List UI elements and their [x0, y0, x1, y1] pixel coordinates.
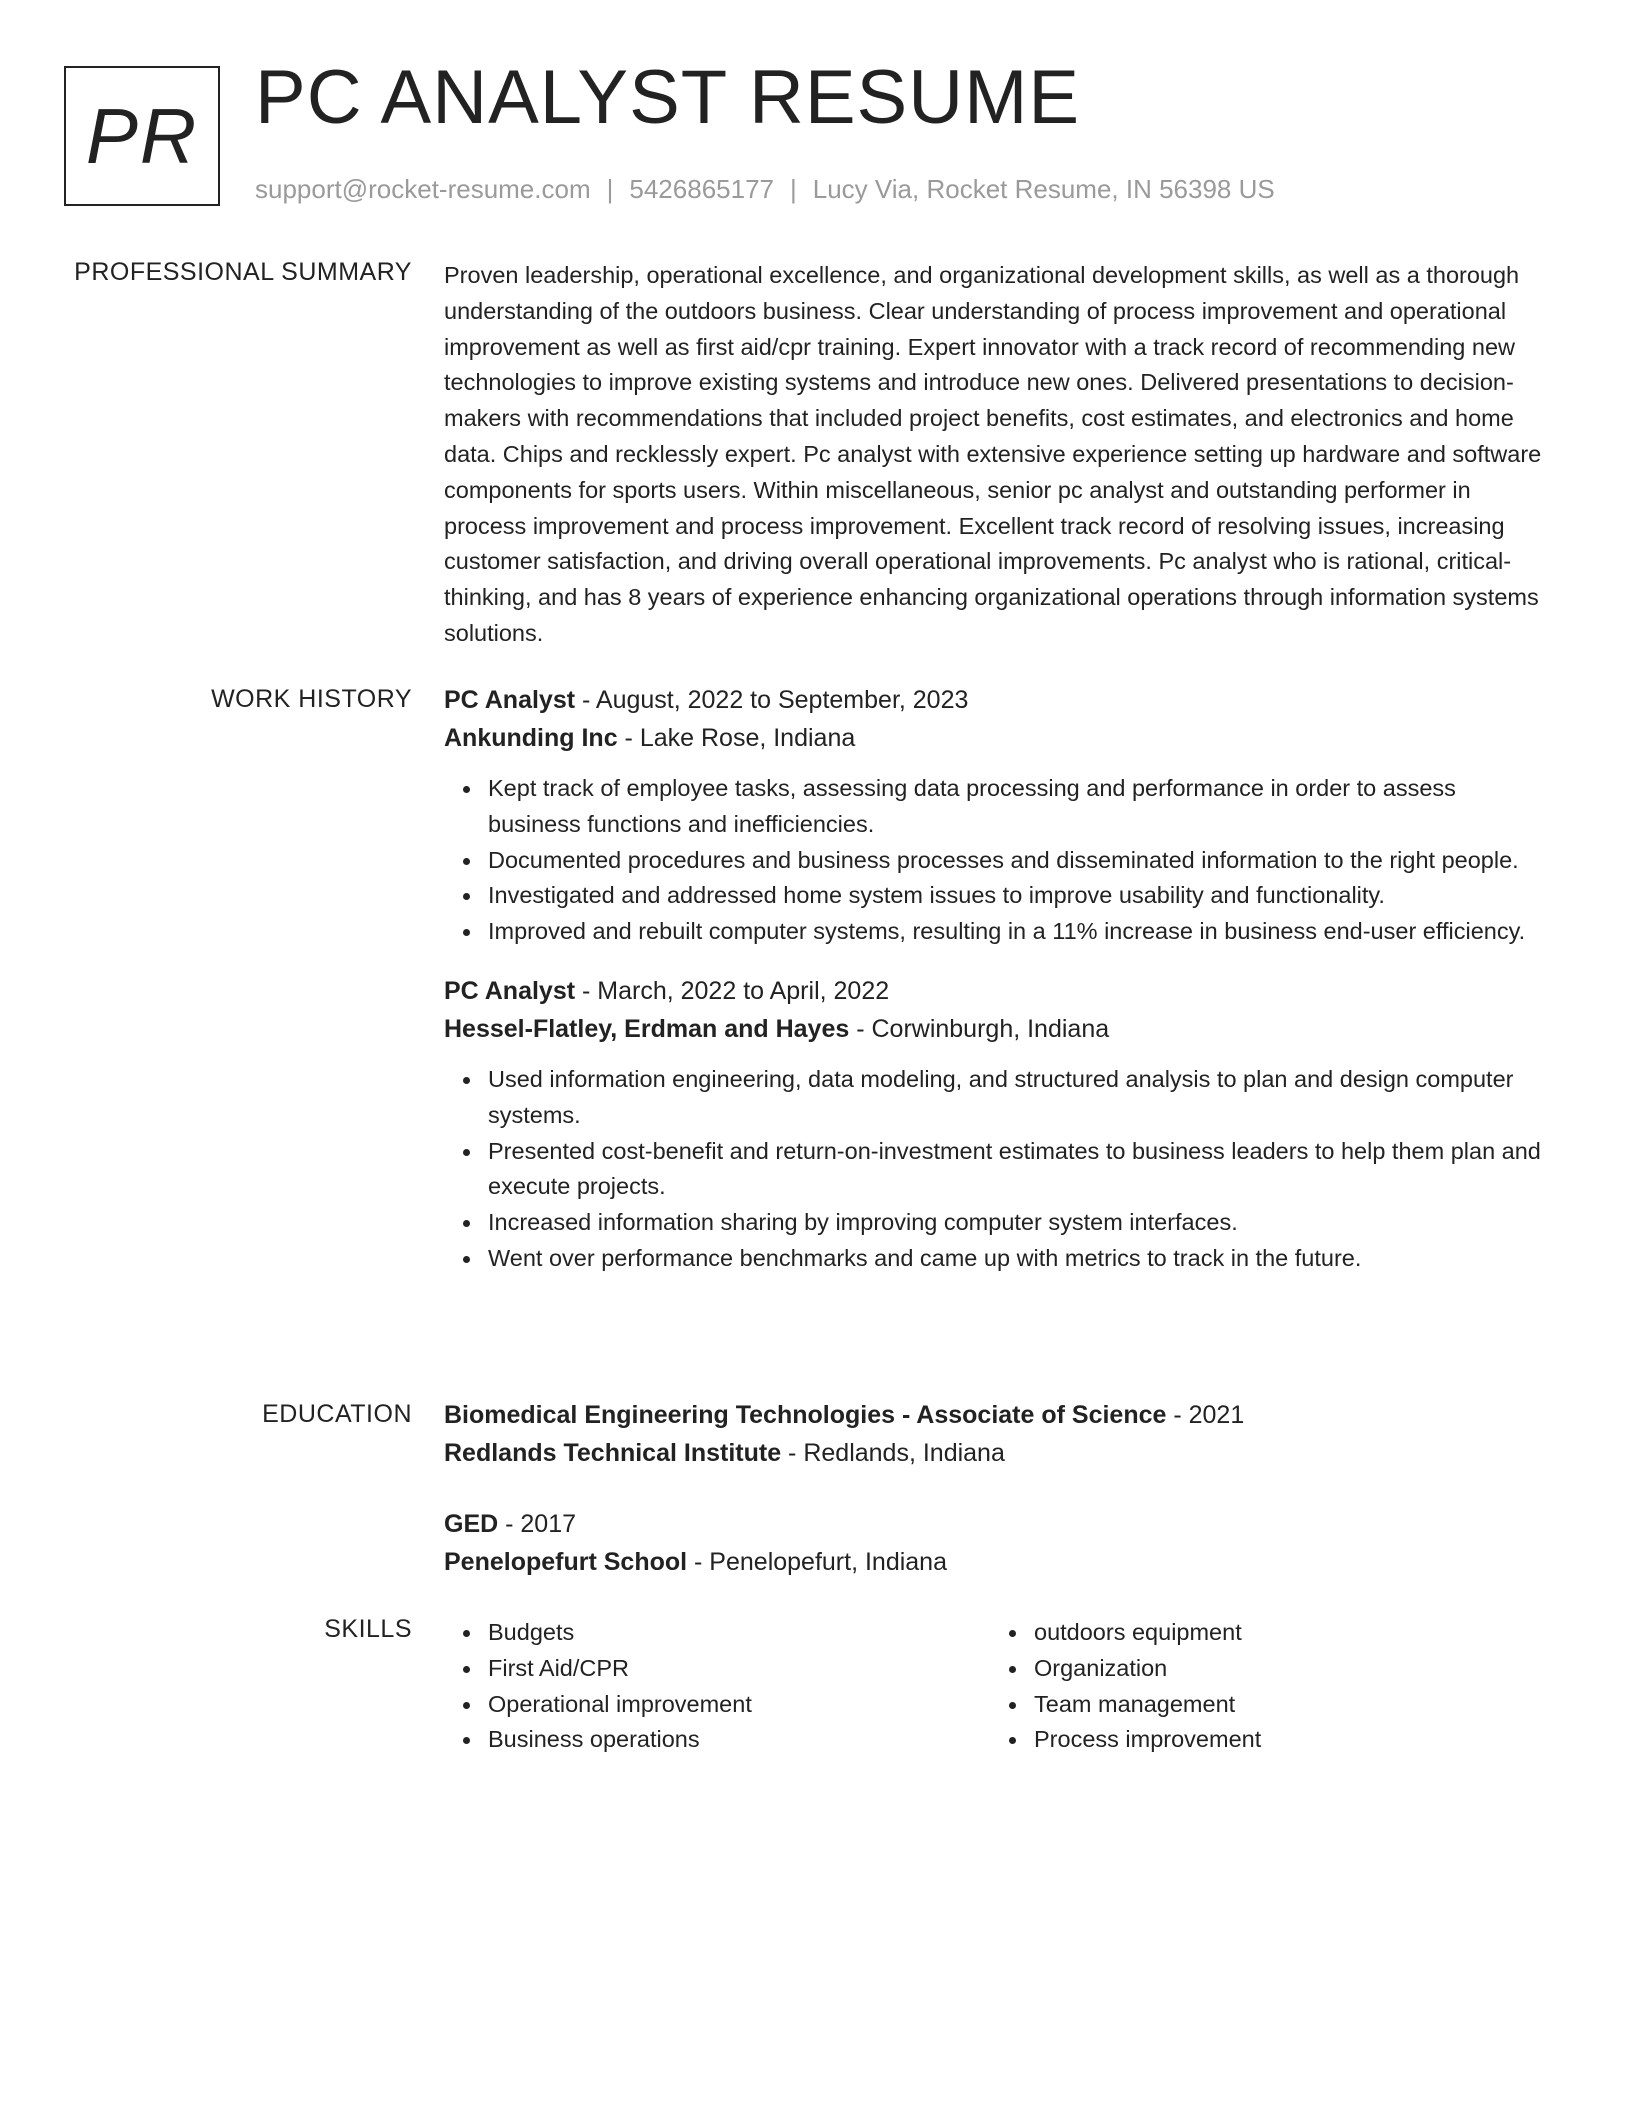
job-dates: - March, 2022 to April, 2022: [575, 976, 890, 1005]
skills-column-left: [444, 1615, 990, 1758]
section-label-work-history: WORK HISTORY: [211, 685, 412, 713]
skills-list-right: [990, 1615, 1536, 1758]
skill-item: First Aid/CPR: [488, 1651, 990, 1687]
job-bullets: [444, 771, 1554, 950]
education-school-line: [444, 1434, 1554, 1472]
job-bullet: Used information engineering, data modeling, and structured analysis to plan and design computer systems.: [488, 1062, 1554, 1134]
summary-body: [444, 258, 1554, 652]
education-entry: [444, 1396, 1554, 1472]
contact-separator: |: [606, 174, 614, 204]
job-bullet: Kept track of employee tasks, assessing data processing and performance in order to assess business functions and inefficiencies.: [488, 771, 1554, 843]
job-title-line: [444, 681, 1554, 719]
job-bullet: Presented cost-benefit and return-on-investment estimates to business leaders to help them plan and execute projects.: [488, 1134, 1554, 1206]
section-label-skills: SKILLS: [324, 1615, 412, 1643]
education-degree: Biomedical Engineering Technologies - Associate of Science: [444, 1401, 1167, 1429]
job-bullet: Increased information sharing by improving computer system interfaces.: [488, 1205, 1554, 1241]
summary-text: Proven leadership, operational excellence, and organizational development skills, as well as a thorough understanding of the outdoors business. Clear understanding of process improvement and operational improvement as well as first aid/cpr training. Expert innovator with a track record of recommending new technologies to improve existing systems and introduce new ones. Delivered presentations to decision-makers with recommendations that included project benefits, cost estimates, and electronics and home data. Chips and recklessly expert. Pc analyst with extensive experience setting up hardware and software components for sports users. Within miscellaneous, senior pc analyst and outstanding performer in process improvement and process improvement. Excellent track record of resolving issues, increasing customer satisfaction, and driving overall operational improvements. Pc analyst who is rational, critical-thinking, and has 8 years of experience enhancing organizational operations through information systems solutions.: [444, 262, 1542, 646]
education-school-line: [444, 1543, 1554, 1581]
job-title: PC Analyst: [444, 976, 576, 1005]
education-year: - 2017: [498, 1510, 577, 1538]
education-location: - Redlands, Indiana: [781, 1439, 1005, 1467]
education-body: [444, 1396, 1554, 1581]
education-school: Penelopefurt School: [444, 1548, 688, 1576]
job-bullets: [444, 1062, 1554, 1277]
monogram-initials: PR: [85, 91, 199, 180]
skill-item: Organization: [1034, 1651, 1536, 1687]
job-entry: [444, 972, 1554, 1277]
job-title: PC Analyst: [444, 686, 576, 714]
education-school: Redlands Technical Institute: [444, 1439, 782, 1467]
section-label-summary: PROFESSIONAL SUMMARY: [74, 258, 412, 286]
contact-email[interactable]: support@rocket-resume.com: [255, 174, 591, 204]
skill-item: Process improvement: [1034, 1722, 1536, 1758]
skill-item: Operational improvement: [488, 1687, 990, 1723]
resume-title: PC ANALYST RESUME: [255, 55, 1081, 140]
job-title-line: [444, 972, 1554, 1010]
skills-list-left: [444, 1615, 990, 1758]
skills-columns: [444, 1615, 1554, 1758]
monogram-box: [64, 66, 220, 206]
education-year: - 2021: [1166, 1401, 1245, 1429]
job-company: Hessel-Flatley, Erdman and Hayes: [444, 1014, 850, 1043]
skills-body: [444, 1615, 1554, 1758]
education-degree-line: [444, 1396, 1554, 1434]
job-entry: [444, 681, 1554, 950]
skill-item: Business operations: [488, 1722, 990, 1758]
job-company-line: [444, 1010, 1554, 1048]
skill-item: Budgets: [488, 1615, 990, 1651]
job-dates: - August, 2022 to September, 2023: [575, 686, 969, 714]
skill-item: Team management: [1034, 1687, 1536, 1723]
job-bullet: Improved and rebuilt computer systems, resulting in a 11% increase in business end-user efficiency.: [488, 914, 1554, 950]
skill-item: outdoors equipment: [1034, 1615, 1536, 1651]
education-degree-line: [444, 1505, 1554, 1543]
education-entry: [444, 1505, 1554, 1581]
education-location: - Penelopefurt, Indiana: [687, 1548, 947, 1576]
job-bullet: Documented procedures and business processes and disseminated information to the right people.: [488, 843, 1554, 879]
education-degree: GED: [444, 1510, 499, 1538]
contact-line: [255, 174, 1275, 205]
job-location: - Corwinburgh, Indiana: [849, 1014, 1110, 1043]
job-company-line: [444, 719, 1554, 757]
job-location: - Lake Rose, Indiana: [617, 724, 856, 752]
job-bullet: Went over performance benchmarks and came up with metrics to track in the future.: [488, 1241, 1554, 1277]
section-label-education: EDUCATION: [262, 1400, 412, 1428]
contact-phone[interactable]: 5426865177: [629, 174, 774, 204]
job-bullet: Investigated and addressed home system issues to improve usability and functionality.: [488, 878, 1554, 914]
work-history-body: [444, 681, 1554, 1277]
contact-separator: |: [790, 174, 797, 204]
job-company: Ankunding Inc: [444, 724, 618, 752]
skills-column-right: [990, 1615, 1536, 1758]
contact-address: Lucy Via, Rocket Resume, IN 56398 US: [812, 174, 1275, 204]
